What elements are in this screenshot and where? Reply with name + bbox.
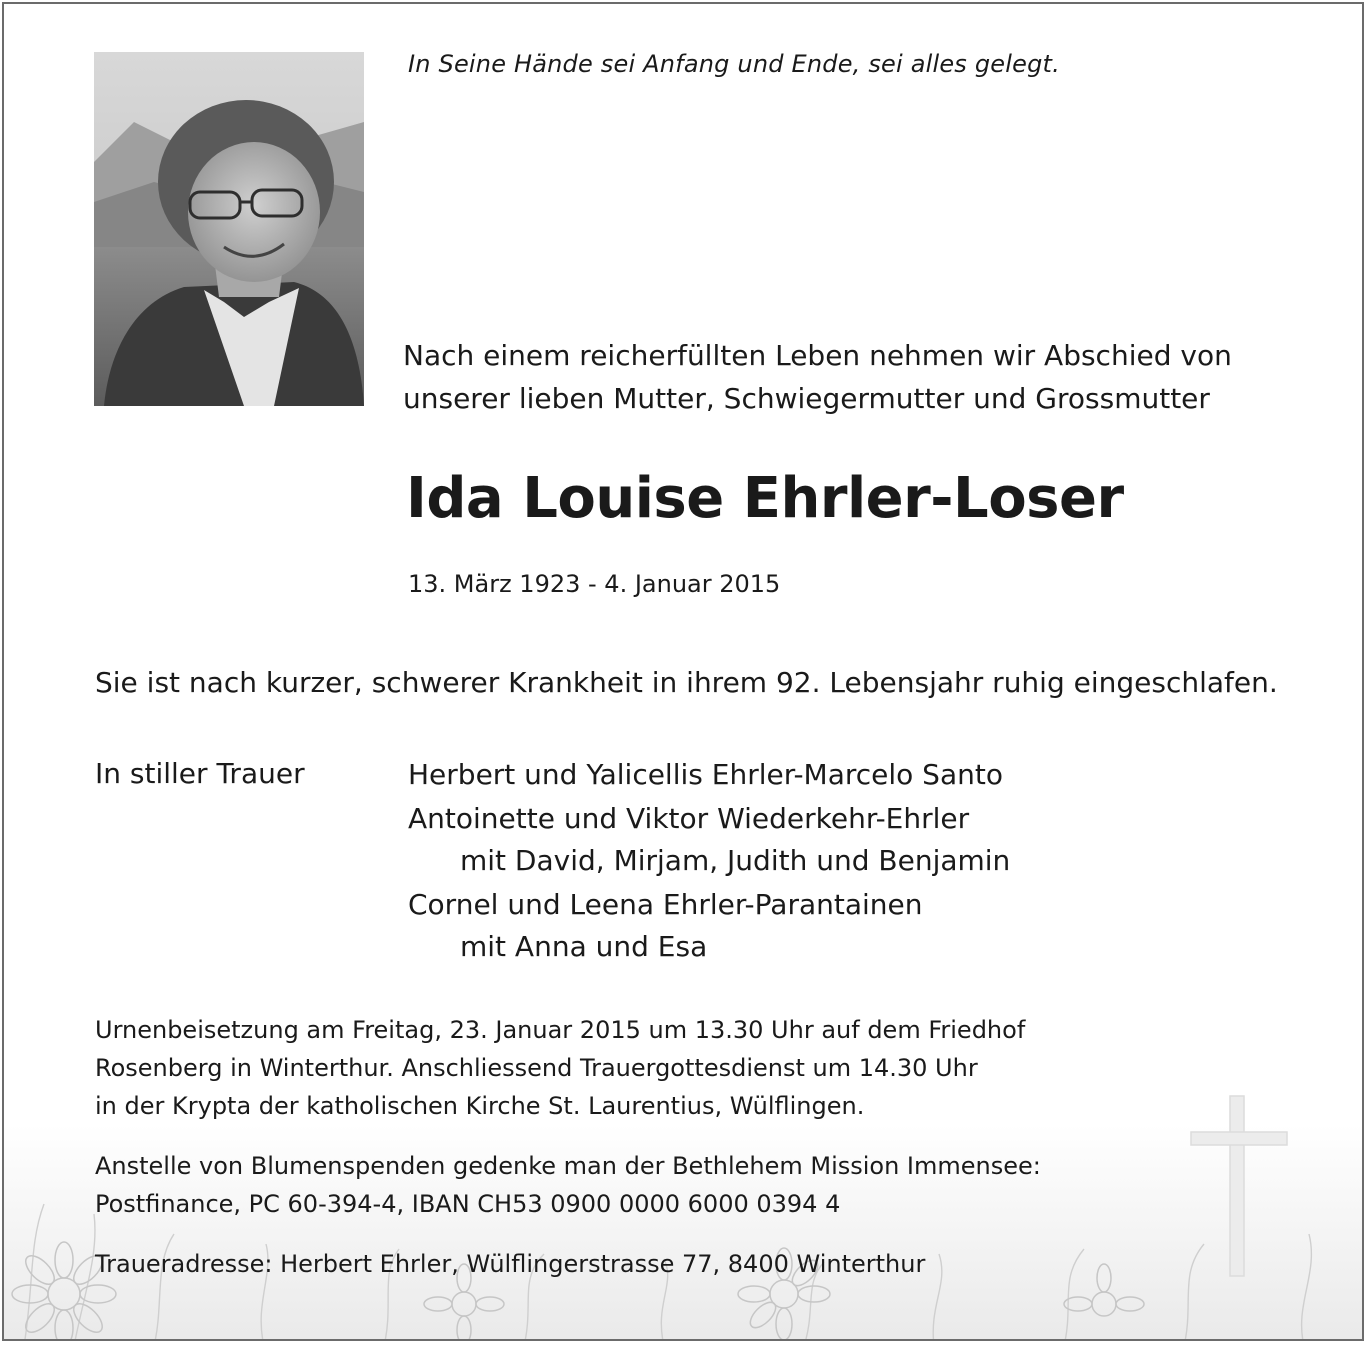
passing-note: Sie ist nach kurzer, schwerer Krankheit in ihrem 92. Lebensjahr ruhig eingeschlafen. (95, 666, 1278, 699)
deceased-name: Ida Louise Ehrler-Loser (406, 466, 1124, 531)
mourner-children: mit David, Mirjam, Judith und Benjamin (460, 844, 1011, 877)
burial-line: Urnenbeisetzung am Freitag, 23. Januar 2015 um 13.30 Uhr auf dem Friedhof (95, 1016, 1026, 1044)
obituary-frame (2, 2, 1364, 1341)
mourning-address: Traueradresse: Herbert Ehrler, Wülflingerstrasse 77, 8400 Winterthur (95, 1250, 926, 1278)
intro-line: unserer lieben Mutter, Schwiegermutter und Grossmutter (403, 382, 1210, 415)
burial-line: in der Krypta der katholischen Kirche St. Laurentius, Wülflingen. (95, 1092, 865, 1120)
donation-line: Postfinance, PC 60-394-4, IBAN CH53 0900 0000 6000 0394 4 (95, 1190, 841, 1218)
donation-line: Anstelle von Blumenspenden gedenke man der Bethlehem Mission Immensee: (95, 1152, 1041, 1180)
burial-info (95, 1011, 1295, 1125)
donation-info (95, 1147, 1295, 1223)
mourner-children: mit Anna und Esa (460, 930, 708, 963)
intro-text (403, 334, 1333, 420)
life-dates: 13. März 1923 - 4. Januar 2015 (408, 570, 781, 598)
mourner-family: Herbert und Yalicellis Ehrler-Marcelo Santo (408, 758, 1003, 791)
mourner-family: Antoinette und Viktor Wiederkehr-Ehrler (408, 802, 970, 835)
mourner-family: Cornel und Leena Ehrler-Parantainen (408, 888, 923, 921)
portrait-photo (94, 52, 364, 406)
motto: In Seine Hände sei Anfang und Ende, sei alles gelegt. (408, 50, 1060, 78)
burial-line: Rosenberg in Winterthur. Anschliessend Trauergottesdienst um 14.30 Uhr (95, 1054, 978, 1082)
mourning-label: In stiller Trauer (95, 757, 305, 790)
mourners-list (408, 757, 1010, 973)
intro-line: Nach einem reicherfüllten Leben nehmen wir Abschied von (403, 339, 1232, 372)
